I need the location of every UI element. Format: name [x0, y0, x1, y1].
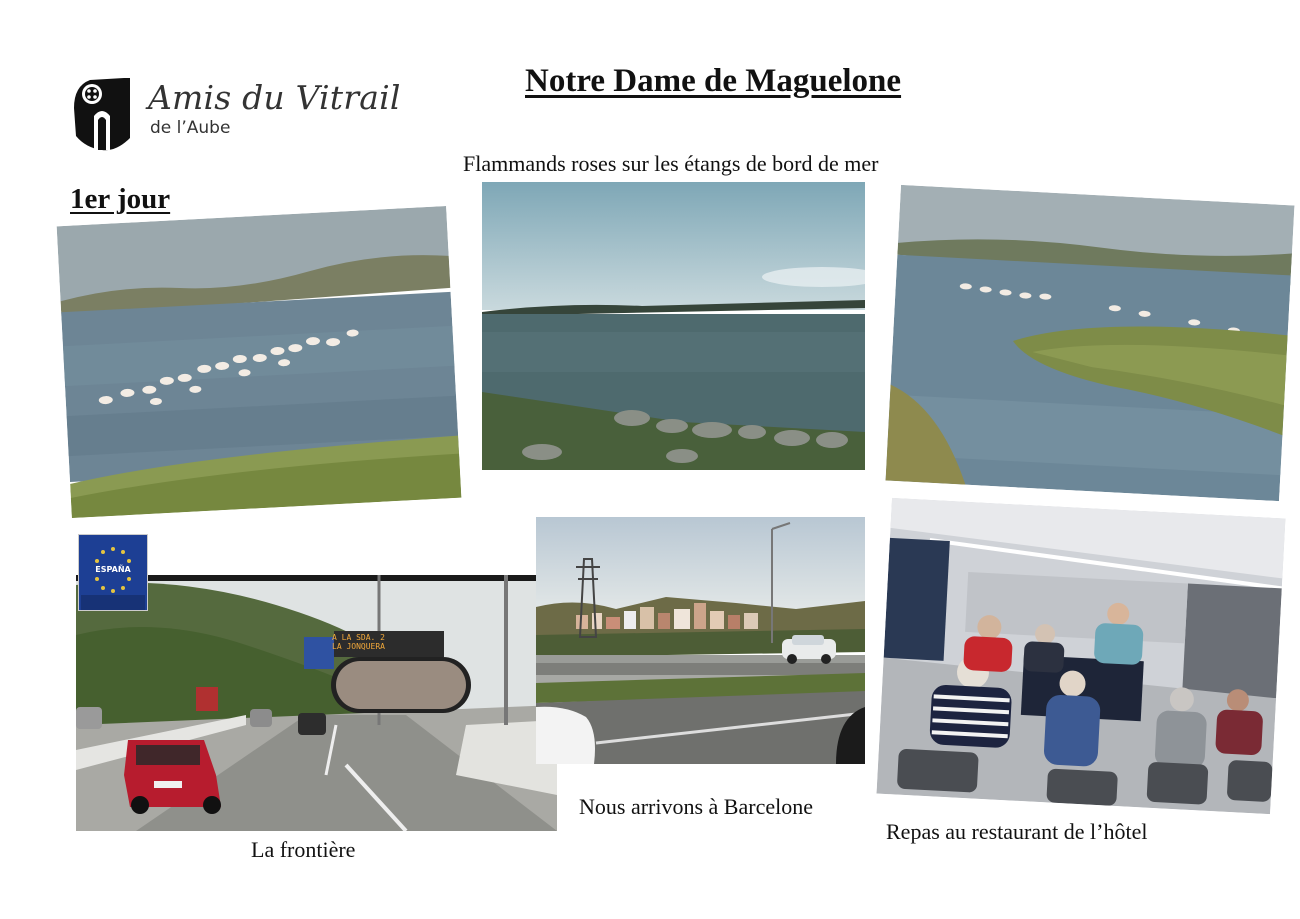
caption-flamingos: Flammands roses sur les étangs de bord de mer — [463, 151, 879, 176]
photo-flamingos-lagoon — [57, 206, 462, 518]
caption-barcelona: Nous arrivons à Barcelone — [579, 794, 813, 819]
photo-border-highway — [76, 575, 557, 831]
photo-lagoon-rocks — [482, 182, 865, 470]
logo — [72, 76, 401, 152]
caption-restaurant: Repas au restaurant de l’hôtel — [886, 819, 1148, 844]
logo-name: Amis du Vitrail — [148, 78, 401, 117]
espana-sign — [78, 534, 148, 611]
stained-glass-logo-icon — [72, 76, 132, 152]
photo-hotel-restaurant — [877, 498, 1286, 814]
caption-border: La frontière — [251, 837, 356, 862]
photo-marsh-channel — [886, 185, 1295, 501]
highway-sign-line1: A LA SDA. 2 — [332, 633, 385, 642]
photo-barcelona-arrival — [536, 517, 865, 764]
page-title: Notre Dame de Maguelone — [525, 63, 902, 99]
espana-sign-text: ESPAÑA — [95, 565, 131, 574]
highway-sign-line2: LA JONQUERA — [332, 642, 385, 651]
logo-subtitle: de l’Aube — [150, 118, 231, 138]
day-label: 1er jour — [70, 183, 171, 215]
